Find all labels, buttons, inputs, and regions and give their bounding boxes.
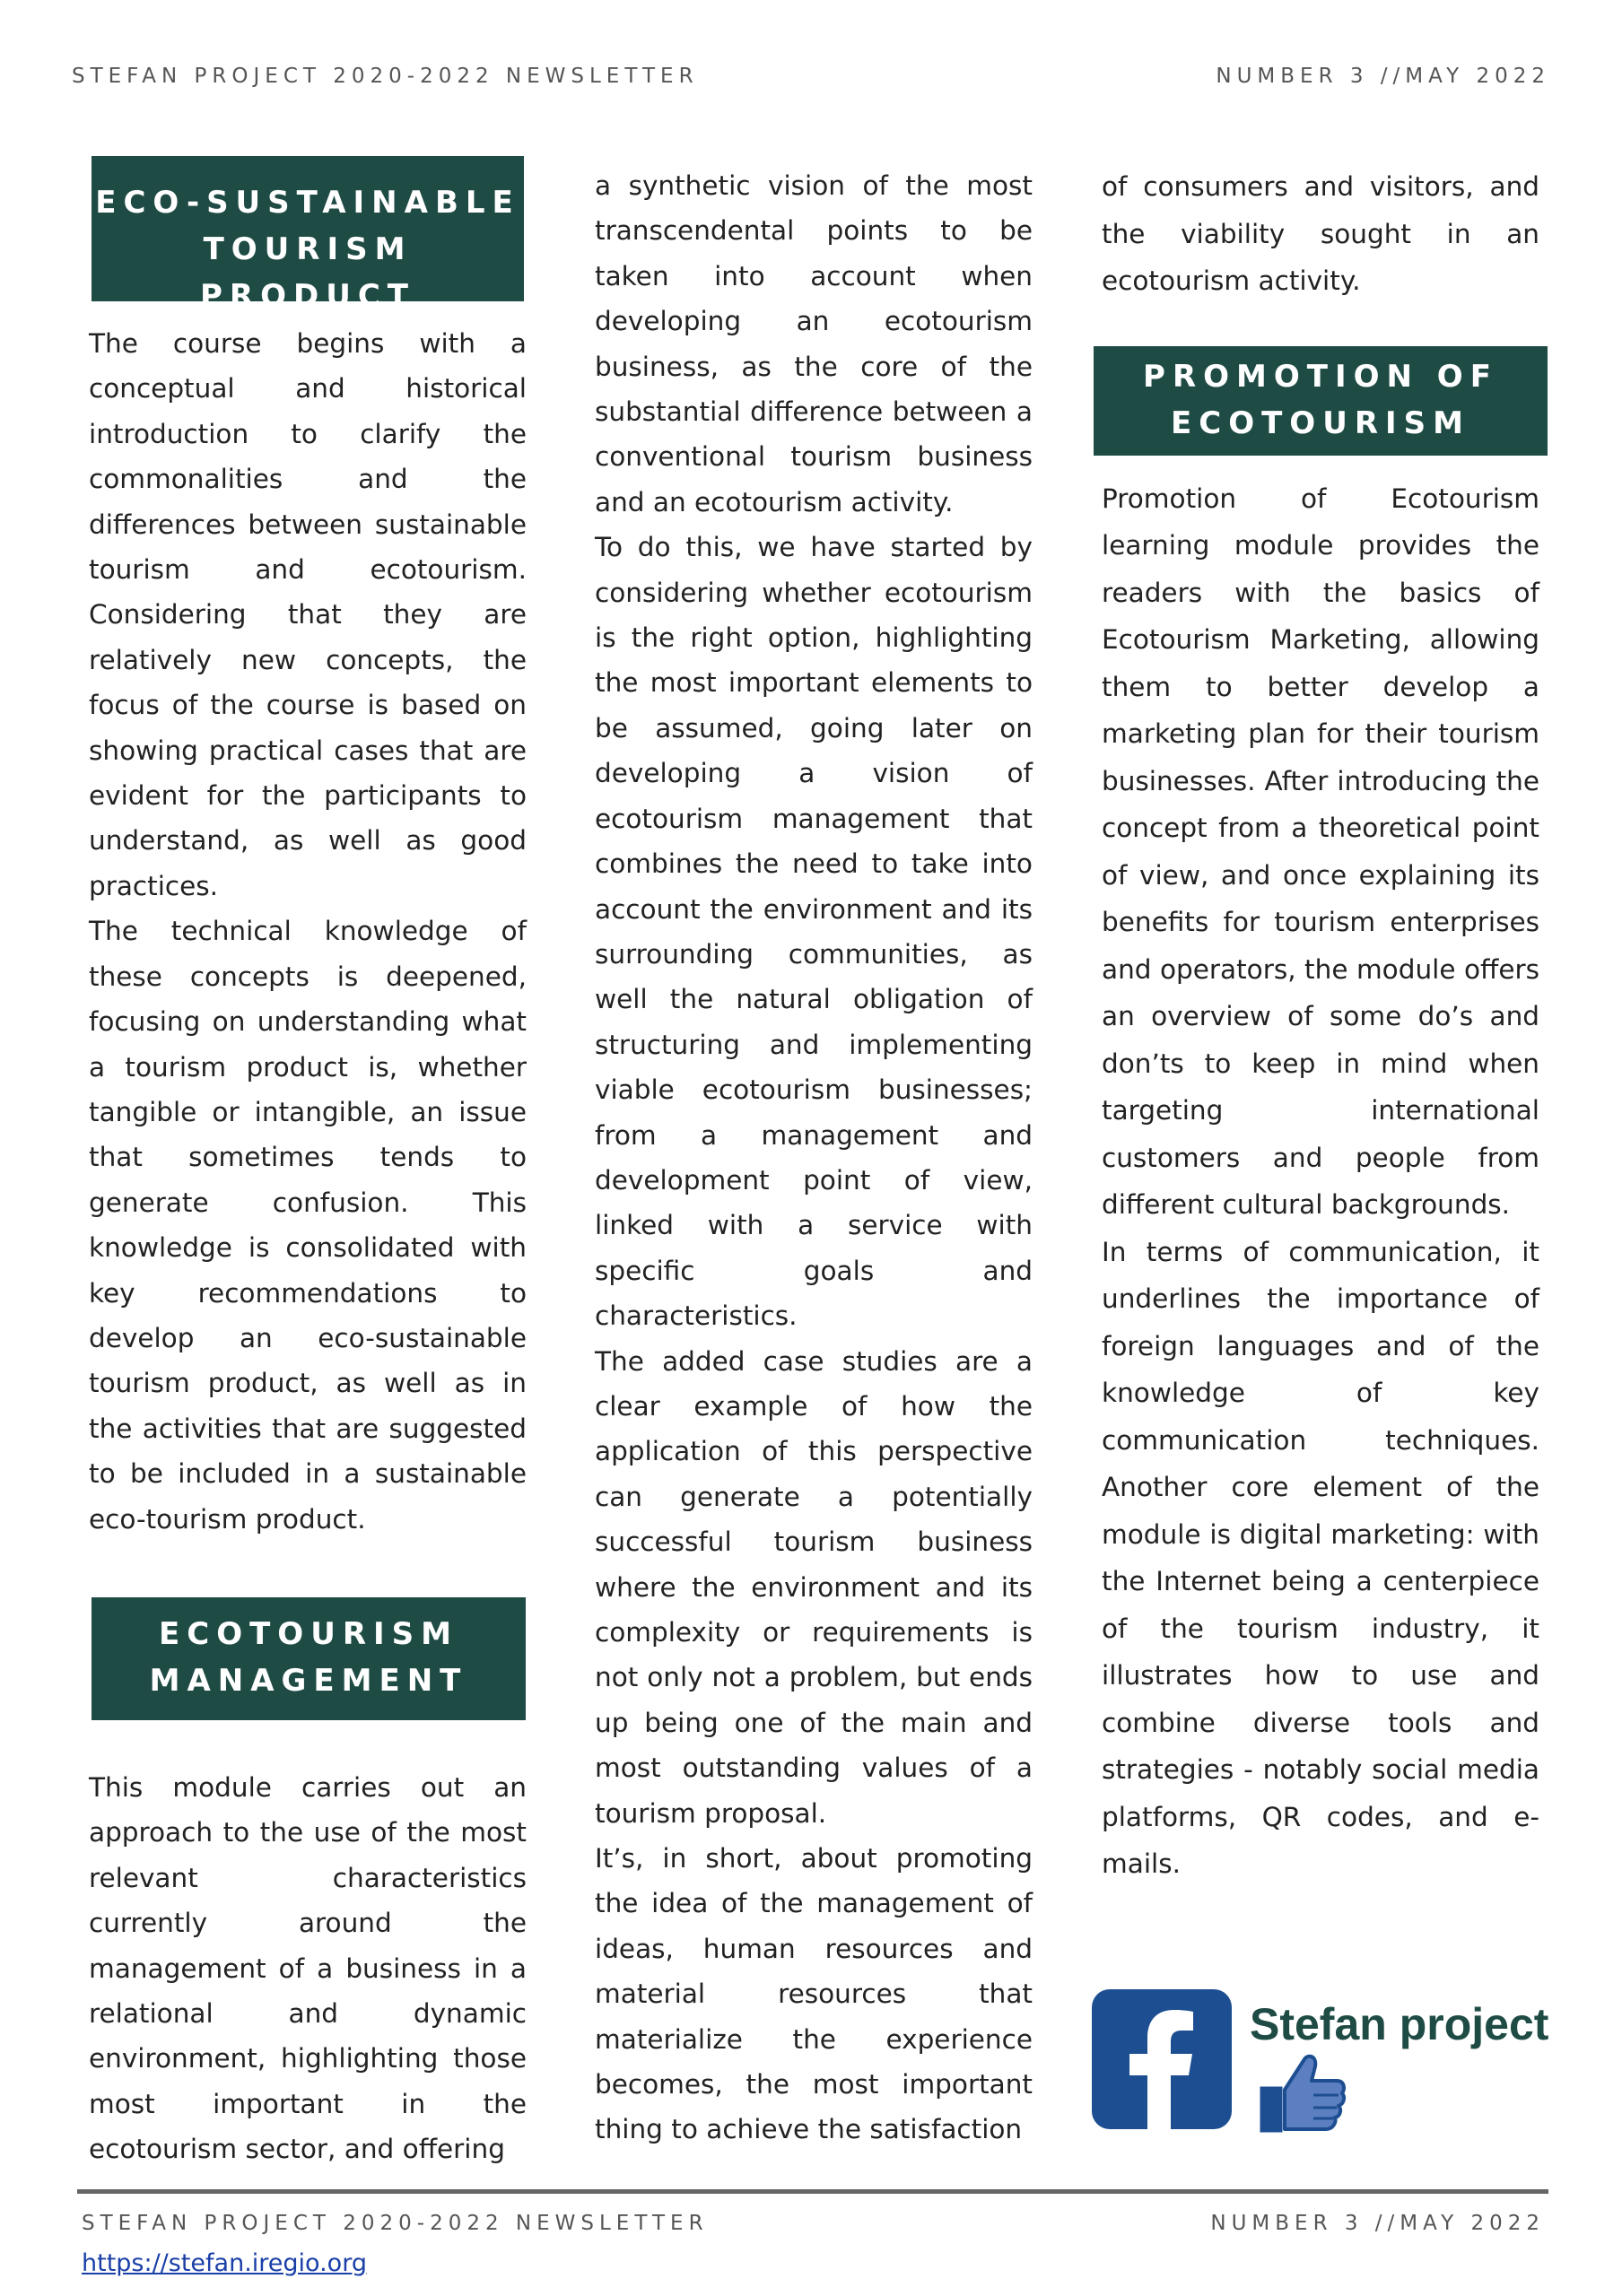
header-title: STEFAN PROJECT 2020-2022 NEWSLETTER [72, 65, 699, 88]
paragraph: a synthetic vision of the most transcendental points to be taken into account when developing an ecotourism business, as the core of the substantial difference between a conventional tourism business and an ecotourism activity. [595, 170, 1033, 517]
column-1 [89, 163, 527, 2172]
column-3 [1102, 163, 1539, 1888]
paragraph: The added case studies are a clear example of how the application of this perspective can generate a potentially successful tourism business where the environment and its complexity or requirements is not only not a problem, but ends up being one of the main and most outstanding values of a tourism proposal. [595, 1345, 1033, 1829]
header-issue: NUMBER 3 //MAY 2022 [1216, 65, 1550, 88]
paragraph: Promotion of Ecotourism learning module provides the readers with the basics of Ecotourism Marketing, allowing them to better develop a marketing plan for their tourism businesses. After introducing the concept from a theoretical point of view, and once explaining its benefits for tourism enterprises and operators, the module offers an overview of some do’s and don’ts to keep in mind when targeting international customers and people from different cultural backgrounds. [1102, 483, 1539, 1220]
paragraph: The course begins with a conceptual and historical introduction to clarify the commonalities and the differences between sustainable tourism and ecotourism. Considering that they are relatively new concepts, the focus of the course is based on showing practical cases that are evident for the participants to understand, as well as good practices. [89, 328, 527, 901]
section-heading-promotion: PROMOTION OF ECOTOURISM [1094, 346, 1548, 456]
facebook-promo[interactable] [1092, 1989, 1558, 2142]
paragraph: of consumers and visitors, and the viability sought in an ecotourism activity. [1102, 171, 1539, 296]
section-heading-ecotourism-management: ECOTOURISM MANAGEMENT [92, 1597, 526, 1720]
paragraph: This module carries out an approach to the use of the most relevant characteristics currently around the management of a business in a relational and dynamic environment, highlighting those most important in the ecotourism sector, and offering [89, 1771, 527, 2165]
paragraph: It’s, in short, about promoting the idea of the management of ideas, human resources and material resources that materialize the experience becomes, the most important thing to achieve the satisfaction [595, 1843, 1033, 2145]
paragraph: The technical knowledge of these concepts is deepened, focusing on understanding what a tourism product is, whether tangible or intangible, an issue that sometimes tends to generate confusion. This knowledge is consolidated with key recommendations to develop an eco-sustainable tourism product, as well as in the activities that are suggested to be included in a sustainable eco-tourism product. [89, 916, 527, 1535]
section-heading-eco-sustainable: ECO-SUSTAINABLE TOURISM PRODUCT [92, 156, 524, 301]
footer-website-link[interactable]: https://stefan.iregio.org [82, 2249, 367, 2277]
footer-issue: NUMBER 3 //MAY 2022 [1210, 2212, 1545, 2235]
facebook-icon[interactable] [1092, 1989, 1232, 2129]
footer-divider [77, 2189, 1548, 2194]
footer-title: STEFAN PROJECT 2020-2022 NEWSLETTER [82, 2212, 709, 2235]
paragraph: To do this, we have started by considering whether ecotourism is the right option, highlighting the most important elements to be assumed, going later on developing a vision of ecotourism management that combines the need to take into account the environment and its surrounding communities, as well the natural obligation of structuring and implementing viable ecotourism businesses; from a management and development point of view, linked with a service with specific goals and characteristics. [595, 532, 1033, 1332]
thumbs-up-icon [1258, 2052, 1347, 2135]
facebook-page-name[interactable]: Stefan project [1250, 1999, 1549, 2049]
paragraph: In terms of communication, it underlines the importance of foreign languages and of the knowledge of key communication techniques. Another core element of the module is digital marketing: with the Internet being a centerpiece of the tourism industry, it illustrates how to use and combine diverse tools and strategies - notably social media platforms, QR codes, and e-mails. [1102, 1236, 1539, 1879]
column-2 [595, 163, 1033, 2152]
